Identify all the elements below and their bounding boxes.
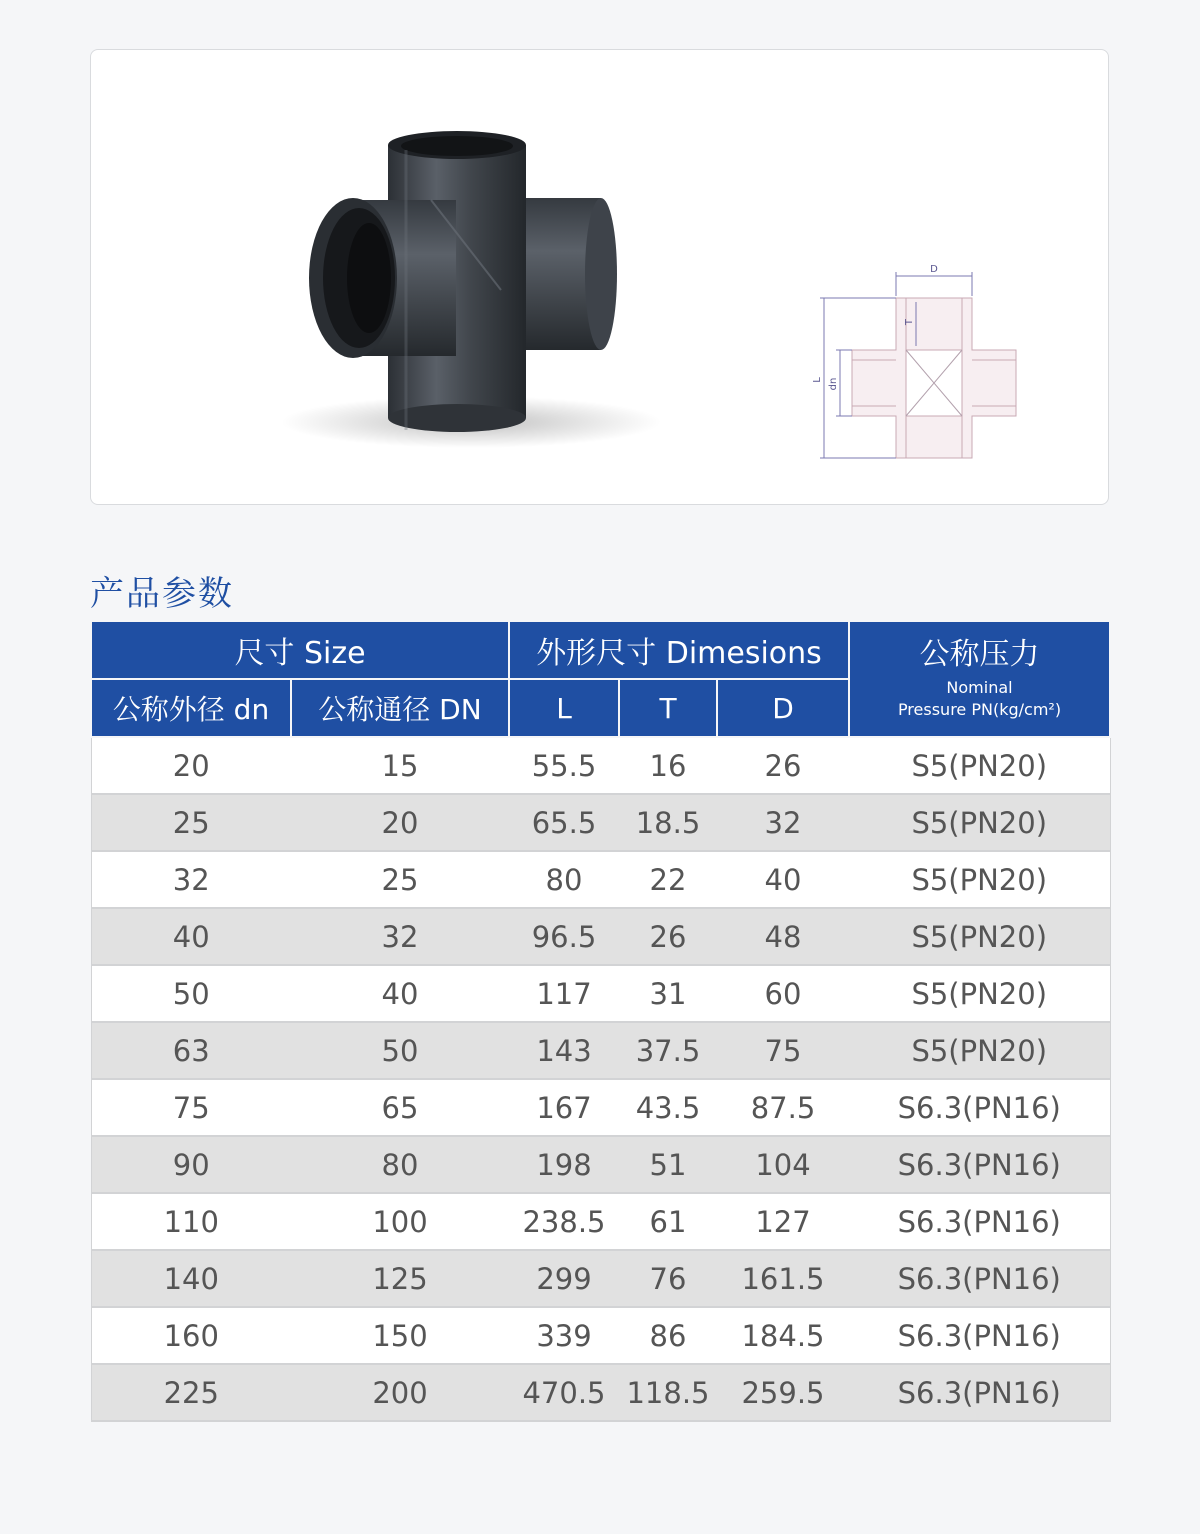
header-pressure-sub1: Nominal	[946, 677, 1013, 697]
table-row	[91, 737, 1110, 794]
cell-l: 299	[509, 1250, 619, 1307]
cell-dn-nominal: 50	[291, 1022, 509, 1079]
cell-l: 167	[509, 1079, 619, 1136]
cell-dn-outer: 160	[91, 1307, 291, 1364]
cell-l: 198	[509, 1136, 619, 1193]
cell-dn-outer: 110	[91, 1193, 291, 1250]
cell-pressure: S6.3(PN16)	[849, 1136, 1110, 1193]
dimension-drawing	[812, 262, 1036, 462]
cell-dn-nominal: 20	[291, 794, 509, 851]
cell-d: 259.5	[717, 1364, 849, 1421]
cell-l: 55.5	[509, 737, 619, 794]
cell-dn-outer: 40	[91, 908, 291, 965]
header-size: 尺寸 Size	[91, 621, 509, 679]
label-dn: dn	[828, 377, 839, 391]
cell-t: 22	[619, 851, 717, 908]
cell-d: 161.5	[717, 1250, 849, 1307]
cell-l: 96.5	[509, 908, 619, 965]
table-row	[91, 908, 1110, 965]
cell-t: 51	[619, 1136, 717, 1193]
table-row	[91, 1079, 1110, 1136]
header-dimensions: 外形尺寸 Dimesions	[509, 621, 849, 679]
col-t: T	[619, 679, 717, 737]
cell-dn-nominal: 25	[291, 851, 509, 908]
cell-dn-outer: 25	[91, 794, 291, 851]
header-pressure-title: 公称压力	[919, 637, 1040, 673]
cell-l: 238.5	[509, 1193, 619, 1250]
cell-t: 31	[619, 965, 717, 1022]
cell-dn-outer: 32	[91, 851, 291, 908]
cell-dn-nominal: 15	[291, 737, 509, 794]
cell-pressure: S6.3(PN16)	[849, 1079, 1110, 1136]
header-pressure-sub2: Pressure PN(kg/cm²)	[897, 700, 1062, 720]
cell-dn-nominal: 150	[291, 1307, 509, 1364]
cell-dn-outer: 63	[91, 1022, 291, 1079]
cell-d: 32	[717, 794, 849, 851]
cell-dn-nominal: 40	[291, 965, 509, 1022]
cell-t: 86	[619, 1307, 717, 1364]
cell-dn-outer: 50	[91, 965, 291, 1022]
cell-d: 184.5	[717, 1307, 849, 1364]
cell-pressure: S5(PN20)	[849, 908, 1110, 965]
cell-t: 16	[619, 737, 717, 794]
cell-dn-outer: 20	[91, 737, 291, 794]
col-nominal-diameter: 公称通径 DN	[291, 679, 509, 737]
cell-t: 37.5	[619, 1022, 717, 1079]
label-l: L	[812, 377, 823, 383]
cell-d: 48	[717, 908, 849, 965]
table-body	[91, 737, 1110, 1421]
cell-dn-nominal: 32	[291, 908, 509, 965]
table-row	[91, 1136, 1110, 1193]
cell-pressure: S5(PN20)	[849, 851, 1110, 908]
cell-dn-nominal: 65	[291, 1079, 509, 1136]
section-title: 产品参数	[90, 574, 234, 614]
label-t: T	[904, 318, 915, 326]
header-pressure	[849, 621, 1110, 737]
cell-t: 18.5	[619, 794, 717, 851]
table-row	[91, 1307, 1110, 1364]
table-row	[91, 794, 1110, 851]
parameter-table	[90, 620, 1111, 1422]
cell-t: 26	[619, 908, 717, 965]
cell-pressure: S6.3(PN16)	[849, 1364, 1110, 1421]
cell-pressure: S5(PN20)	[849, 737, 1110, 794]
label-d: D	[930, 264, 938, 275]
cell-dn-nominal: 200	[291, 1364, 509, 1421]
cell-l: 117	[509, 965, 619, 1022]
cell-d: 75	[717, 1022, 849, 1079]
cell-pressure: S5(PN20)	[849, 965, 1110, 1022]
col-outer-diameter: 公称外径 dn	[91, 679, 291, 737]
cell-pressure: S5(PN20)	[849, 794, 1110, 851]
table-row	[91, 1364, 1110, 1421]
table-row	[91, 1250, 1110, 1307]
cell-d: 40	[717, 851, 849, 908]
table-row	[91, 1193, 1110, 1250]
cell-pressure: S6.3(PN16)	[849, 1193, 1110, 1250]
cell-t: 61	[619, 1193, 717, 1250]
cell-t: 76	[619, 1250, 717, 1307]
cell-l: 470.5	[509, 1364, 619, 1421]
cell-pressure: S5(PN20)	[849, 1022, 1110, 1079]
cell-t: 43.5	[619, 1079, 717, 1136]
cell-dn-outer: 225	[91, 1364, 291, 1421]
col-l: L	[509, 679, 619, 737]
table-row	[91, 965, 1110, 1022]
cell-l: 65.5	[509, 794, 619, 851]
cell-pressure: S6.3(PN16)	[849, 1307, 1110, 1364]
cell-t: 118.5	[619, 1364, 717, 1421]
table-row	[91, 851, 1110, 908]
col-d: D	[717, 679, 849, 737]
cell-dn-outer: 140	[91, 1250, 291, 1307]
cell-dn-nominal: 80	[291, 1136, 509, 1193]
cell-dn-outer: 90	[91, 1136, 291, 1193]
cell-d: 87.5	[717, 1079, 849, 1136]
cell-d: 127	[717, 1193, 849, 1250]
cell-dn-nominal: 100	[291, 1193, 509, 1250]
cell-dn-outer: 75	[91, 1079, 291, 1136]
cell-dn-nominal: 125	[291, 1250, 509, 1307]
cell-d: 26	[717, 737, 849, 794]
table-row	[91, 1022, 1110, 1079]
cell-l: 339	[509, 1307, 619, 1364]
product-image-card	[90, 49, 1109, 505]
cell-d: 60	[717, 965, 849, 1022]
cell-l: 143	[509, 1022, 619, 1079]
cell-l: 80	[509, 851, 619, 908]
cell-d: 104	[717, 1136, 849, 1193]
cell-pressure: S6.3(PN16)	[849, 1250, 1110, 1307]
